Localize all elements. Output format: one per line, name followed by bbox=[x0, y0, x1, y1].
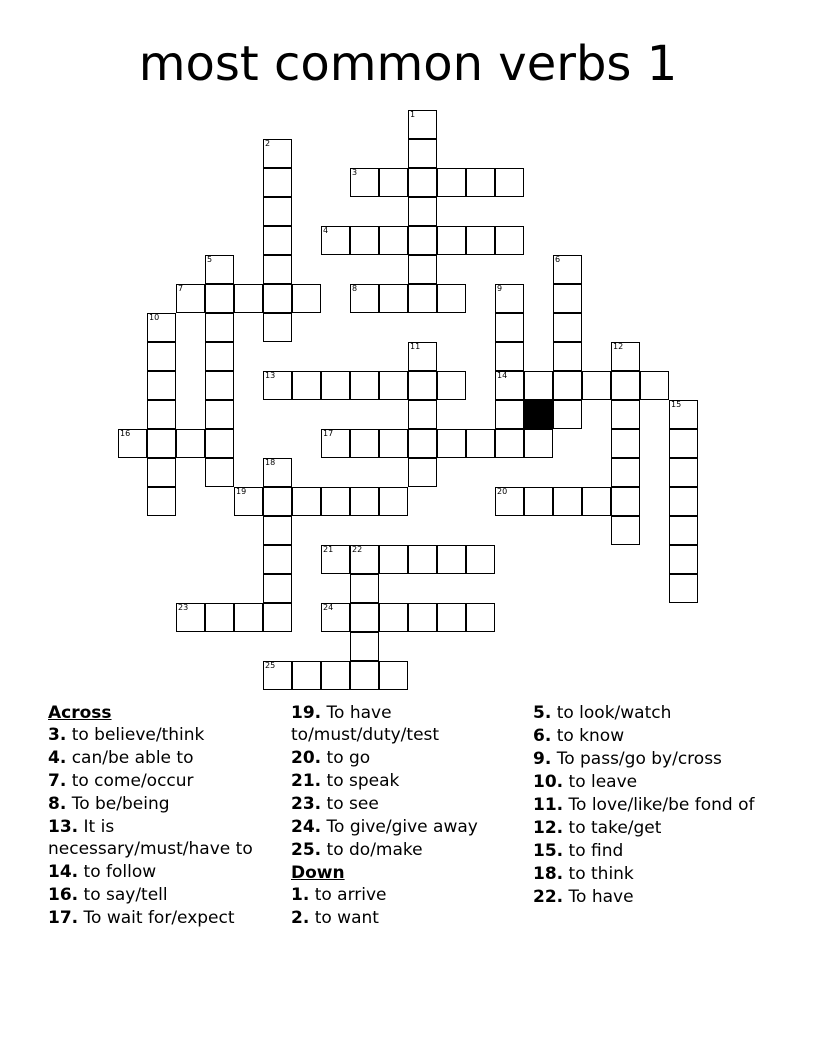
grid-cell[interactable] bbox=[495, 168, 524, 197]
grid-cell[interactable] bbox=[205, 255, 234, 284]
grid-cell[interactable] bbox=[408, 255, 437, 284]
clue-number: 25. bbox=[291, 840, 322, 860]
grid-cell[interactable] bbox=[205, 342, 234, 371]
grid-cell[interactable] bbox=[263, 545, 292, 574]
grid-cell[interactable] bbox=[263, 371, 292, 400]
clue-item bbox=[48, 770, 284, 792]
clue-number: 15 bbox=[671, 400, 682, 409]
grid-cell[interactable] bbox=[205, 458, 234, 487]
clue-number: 2 bbox=[265, 139, 271, 148]
grid-cell[interactable] bbox=[495, 429, 524, 458]
grid-cell[interactable] bbox=[495, 313, 524, 342]
clue-number: 24 bbox=[323, 603, 334, 612]
grid-cell[interactable] bbox=[495, 400, 524, 429]
grid-cell[interactable] bbox=[147, 371, 176, 400]
grid-cell[interactable] bbox=[321, 371, 350, 400]
grid-cell[interactable] bbox=[263, 197, 292, 226]
clue-number: 5 bbox=[207, 255, 213, 264]
grid-cell[interactable] bbox=[408, 371, 437, 400]
grid-cell[interactable] bbox=[379, 429, 408, 458]
grid-cell[interactable] bbox=[263, 516, 292, 545]
clue-text: to find bbox=[563, 841, 624, 861]
across-clue-list-continued bbox=[291, 702, 527, 861]
grid-cell[interactable] bbox=[553, 400, 582, 429]
clue-text: To love/like/be fond of bbox=[563, 795, 755, 815]
grid-cell[interactable] bbox=[495, 342, 524, 371]
grid-cell[interactable] bbox=[205, 371, 234, 400]
grid-cell[interactable] bbox=[350, 226, 379, 255]
clue-item bbox=[48, 724, 284, 746]
clue-item bbox=[291, 884, 527, 906]
grid-cell[interactable] bbox=[379, 545, 408, 574]
clue-number: 25 bbox=[265, 661, 276, 670]
clue-number: 14. bbox=[48, 862, 79, 882]
clue-item bbox=[48, 816, 284, 860]
grid-cell[interactable] bbox=[379, 371, 408, 400]
grid-cell[interactable] bbox=[350, 284, 379, 313]
grid-cell[interactable] bbox=[321, 226, 350, 255]
grid-cell[interactable] bbox=[176, 429, 205, 458]
clue-number: 6 bbox=[555, 255, 561, 264]
grid-cell[interactable] bbox=[553, 487, 582, 516]
grid-cell[interactable] bbox=[350, 632, 379, 661]
clue-number: 12. bbox=[533, 818, 564, 838]
grid-cell[interactable] bbox=[495, 284, 524, 313]
clue-number: 7. bbox=[48, 771, 67, 791]
grid-cell[interactable] bbox=[553, 371, 582, 400]
grid-cell[interactable] bbox=[582, 487, 611, 516]
grid-cell[interactable] bbox=[176, 603, 205, 632]
grid-cell[interactable] bbox=[321, 487, 350, 516]
clue-number: 1. bbox=[291, 885, 310, 905]
grid-cell[interactable] bbox=[524, 371, 553, 400]
grid-cell[interactable] bbox=[408, 197, 437, 226]
clue-number: 23 bbox=[178, 603, 189, 612]
clue-item bbox=[48, 884, 284, 906]
grid-cell[interactable] bbox=[350, 545, 379, 574]
clue-text: To have bbox=[563, 887, 634, 907]
clue-number: 20. bbox=[291, 748, 322, 768]
clue-number: 17 bbox=[323, 429, 334, 438]
grid-cell[interactable] bbox=[495, 371, 524, 400]
grid-cell[interactable] bbox=[524, 487, 553, 516]
grid-cell[interactable] bbox=[408, 603, 437, 632]
clue-item bbox=[533, 840, 773, 862]
clue-item bbox=[48, 861, 284, 883]
clue-number: 12 bbox=[613, 342, 624, 351]
clue-number: 4. bbox=[48, 748, 67, 768]
clue-text: to leave bbox=[563, 772, 638, 792]
clue-text: to believe/think bbox=[66, 725, 205, 745]
black-square bbox=[524, 400, 553, 429]
grid-cell[interactable] bbox=[350, 487, 379, 516]
clue-number: 14 bbox=[497, 371, 508, 380]
clue-number: 8. bbox=[48, 794, 67, 814]
clue-number: 3 bbox=[352, 168, 358, 177]
clue-item bbox=[533, 702, 773, 724]
clue-text: To give/give away bbox=[321, 817, 478, 837]
grid-cell[interactable] bbox=[350, 168, 379, 197]
grid-cell[interactable] bbox=[263, 313, 292, 342]
grid-cell[interactable] bbox=[437, 168, 466, 197]
clue-text: to speak bbox=[321, 771, 400, 791]
clue-number: 2. bbox=[291, 908, 310, 928]
grid-cell[interactable] bbox=[553, 342, 582, 371]
clue-number: 15. bbox=[533, 841, 564, 861]
clue-text: To wait for/expect bbox=[78, 908, 235, 928]
grid-cell[interactable] bbox=[437, 429, 466, 458]
grid-cell[interactable] bbox=[379, 661, 408, 690]
grid-cell[interactable] bbox=[495, 226, 524, 255]
grid-cell[interactable] bbox=[263, 168, 292, 197]
grid-cell[interactable] bbox=[408, 284, 437, 313]
grid-cell[interactable] bbox=[408, 342, 437, 371]
grid-cell[interactable] bbox=[147, 487, 176, 516]
grid-cell[interactable] bbox=[350, 429, 379, 458]
clue-item bbox=[533, 886, 773, 908]
page-title: most common verbs 1 bbox=[138, 36, 678, 92]
clue-number: 19. bbox=[291, 703, 322, 723]
grid-cell[interactable] bbox=[437, 371, 466, 400]
grid-cell[interactable] bbox=[350, 661, 379, 690]
clue-number: 7 bbox=[178, 284, 184, 293]
clue-item bbox=[291, 770, 527, 792]
clue-text: to come/occur bbox=[66, 771, 194, 791]
clue-number: 3. bbox=[48, 725, 67, 745]
grid-cell[interactable] bbox=[466, 545, 495, 574]
grid-cell[interactable] bbox=[350, 603, 379, 632]
grid-cell[interactable] bbox=[669, 516, 698, 545]
clue-text: It is necessary/must/have to bbox=[48, 817, 253, 859]
grid-cell[interactable] bbox=[408, 400, 437, 429]
grid-cell[interactable] bbox=[205, 284, 234, 313]
grid-cell[interactable] bbox=[379, 226, 408, 255]
grid-cell[interactable] bbox=[669, 458, 698, 487]
clue-text: can/be able to bbox=[66, 748, 194, 768]
grid-cell[interactable] bbox=[350, 574, 379, 603]
grid-cell[interactable] bbox=[466, 226, 495, 255]
grid-cell[interactable] bbox=[263, 574, 292, 603]
grid-cell[interactable] bbox=[669, 574, 698, 603]
clue-number: 19 bbox=[236, 487, 247, 496]
grid-cell[interactable] bbox=[669, 400, 698, 429]
grid-cell[interactable] bbox=[611, 458, 640, 487]
grid-cell[interactable] bbox=[611, 487, 640, 516]
grid-cell[interactable] bbox=[408, 429, 437, 458]
clue-text: to follow bbox=[78, 862, 157, 882]
grid-cell[interactable] bbox=[147, 313, 176, 342]
clue-text: to take/get bbox=[563, 818, 662, 838]
across-heading: Across bbox=[48, 703, 112, 723]
clue-item bbox=[291, 907, 527, 929]
clue-text: to say/tell bbox=[78, 885, 168, 905]
grid-cell[interactable] bbox=[611, 371, 640, 400]
clue-item bbox=[48, 747, 284, 769]
clue-text: to look/watch bbox=[551, 703, 672, 723]
clue-text: To be/being bbox=[66, 794, 170, 814]
clue-text: to want bbox=[309, 908, 379, 928]
grid-cell[interactable] bbox=[205, 603, 234, 632]
grid-cell[interactable] bbox=[379, 487, 408, 516]
clue-item bbox=[533, 794, 773, 816]
grid-cell[interactable] bbox=[408, 458, 437, 487]
grid-cell[interactable] bbox=[466, 168, 495, 197]
clue-item bbox=[533, 725, 773, 747]
grid-cell[interactable] bbox=[263, 226, 292, 255]
grid-cell[interactable] bbox=[553, 255, 582, 284]
clue-text: to do/make bbox=[321, 840, 423, 860]
clue-number: 9. bbox=[533, 749, 552, 769]
grid-cell[interactable] bbox=[379, 284, 408, 313]
grid-cell[interactable] bbox=[524, 429, 553, 458]
clue-number: 1 bbox=[410, 110, 416, 119]
clue-number: 22. bbox=[533, 887, 564, 907]
clue-item bbox=[291, 816, 527, 838]
clue-item bbox=[48, 907, 284, 929]
grid-cell[interactable] bbox=[292, 661, 321, 690]
grid-cell[interactable] bbox=[669, 429, 698, 458]
grid-cell[interactable] bbox=[553, 313, 582, 342]
grid-cell[interactable] bbox=[263, 255, 292, 284]
grid-cell[interactable] bbox=[379, 603, 408, 632]
grid-cell[interactable] bbox=[669, 545, 698, 574]
clue-number: 9 bbox=[497, 284, 503, 293]
grid-cell[interactable] bbox=[408, 226, 437, 255]
grid-cell[interactable] bbox=[611, 400, 640, 429]
grid-cell[interactable] bbox=[466, 429, 495, 458]
clue-text: to think bbox=[563, 864, 634, 884]
grid-cell[interactable] bbox=[321, 545, 350, 574]
down-clue-list bbox=[291, 884, 527, 929]
clue-number: 18 bbox=[265, 458, 276, 467]
grid-cell[interactable] bbox=[263, 139, 292, 168]
clue-text: to go bbox=[321, 748, 371, 768]
clues-column-3 bbox=[533, 702, 773, 909]
grid-cell[interactable] bbox=[321, 661, 350, 690]
clue-number: 10 bbox=[149, 313, 160, 322]
clue-text: to see bbox=[321, 794, 379, 814]
clue-number: 11 bbox=[410, 342, 421, 351]
grid-cell[interactable] bbox=[553, 284, 582, 313]
grid-cell[interactable] bbox=[263, 487, 292, 516]
clue-number: 13 bbox=[265, 371, 276, 380]
grid-cell[interactable] bbox=[263, 661, 292, 690]
grid-cell[interactable] bbox=[118, 429, 147, 458]
grid-cell[interactable] bbox=[640, 371, 669, 400]
clue-item bbox=[48, 793, 284, 815]
clues-column-2 bbox=[291, 702, 527, 930]
clue-number: 20 bbox=[497, 487, 508, 496]
grid-cell[interactable] bbox=[437, 603, 466, 632]
grid-cell[interactable] bbox=[292, 487, 321, 516]
clue-number: 10. bbox=[533, 772, 564, 792]
down-clue-list-continued bbox=[533, 702, 773, 908]
clue-number: 16 bbox=[120, 429, 131, 438]
clue-number: 17. bbox=[48, 908, 79, 928]
grid-cell[interactable] bbox=[234, 284, 263, 313]
grid-cell[interactable] bbox=[234, 603, 263, 632]
grid-cell[interactable] bbox=[321, 429, 350, 458]
grid-cell[interactable] bbox=[350, 371, 379, 400]
clue-text: to know bbox=[551, 726, 625, 746]
grid-cell[interactable] bbox=[466, 603, 495, 632]
clue-item bbox=[533, 748, 773, 770]
clue-number: 6. bbox=[533, 726, 552, 746]
clue-item bbox=[533, 817, 773, 839]
grid-cell[interactable] bbox=[669, 487, 698, 516]
grid-cell[interactable] bbox=[408, 110, 437, 139]
clue-text: To pass/go by/cross bbox=[551, 749, 722, 769]
grid-cell[interactable] bbox=[205, 429, 234, 458]
clue-number: 4 bbox=[323, 226, 329, 235]
grid-cell[interactable] bbox=[147, 429, 176, 458]
clue-item bbox=[291, 839, 527, 861]
grid-cell[interactable] bbox=[408, 139, 437, 168]
grid-cell[interactable] bbox=[263, 603, 292, 632]
grid-cell[interactable] bbox=[234, 487, 263, 516]
grid-cell[interactable] bbox=[582, 371, 611, 400]
clue-text: To have to/must/duty/test bbox=[291, 703, 440, 745]
grid-cell[interactable] bbox=[263, 284, 292, 313]
clue-number: 11. bbox=[533, 795, 564, 815]
clue-number: 21. bbox=[291, 771, 322, 791]
clue-number: 8 bbox=[352, 284, 358, 293]
clue-number: 18. bbox=[533, 864, 564, 884]
grid-cell[interactable] bbox=[176, 284, 205, 313]
clue-number: 13. bbox=[48, 817, 79, 837]
clue-number: 16. bbox=[48, 885, 79, 905]
grid-cell[interactable] bbox=[437, 545, 466, 574]
grid-cell[interactable] bbox=[292, 371, 321, 400]
grid-cell[interactable] bbox=[408, 545, 437, 574]
down-heading: Down bbox=[291, 863, 345, 883]
clue-number: 24. bbox=[291, 817, 322, 837]
grid-cell[interactable] bbox=[147, 342, 176, 371]
clue-number: 22 bbox=[352, 545, 363, 554]
grid-cell[interactable] bbox=[205, 313, 234, 342]
clue-item bbox=[291, 747, 527, 769]
grid-cell[interactable] bbox=[147, 400, 176, 429]
grid-cell[interactable] bbox=[611, 516, 640, 545]
grid-cell[interactable] bbox=[205, 400, 234, 429]
grid-cell[interactable] bbox=[437, 284, 466, 313]
grid-cell[interactable] bbox=[379, 168, 408, 197]
clue-text: to arrive bbox=[309, 885, 387, 905]
clue-number: 21 bbox=[323, 545, 334, 554]
clue-item bbox=[533, 863, 773, 885]
grid-cell[interactable] bbox=[611, 429, 640, 458]
grid-cell[interactable] bbox=[263, 458, 292, 487]
grid-cell[interactable] bbox=[408, 168, 437, 197]
clue-item bbox=[291, 793, 527, 815]
grid-cell[interactable] bbox=[147, 458, 176, 487]
clues-column-1 bbox=[48, 702, 284, 930]
clue-number: 5. bbox=[533, 703, 552, 723]
clue-item bbox=[533, 771, 773, 793]
grid-cell[interactable] bbox=[495, 487, 524, 516]
clue-item bbox=[291, 702, 527, 746]
grid-cell[interactable] bbox=[292, 284, 321, 313]
grid-cell[interactable] bbox=[321, 603, 350, 632]
grid-cell[interactable] bbox=[611, 342, 640, 371]
across-clue-list bbox=[48, 724, 284, 929]
grid-cell[interactable] bbox=[437, 226, 466, 255]
clue-number: 23. bbox=[291, 794, 322, 814]
